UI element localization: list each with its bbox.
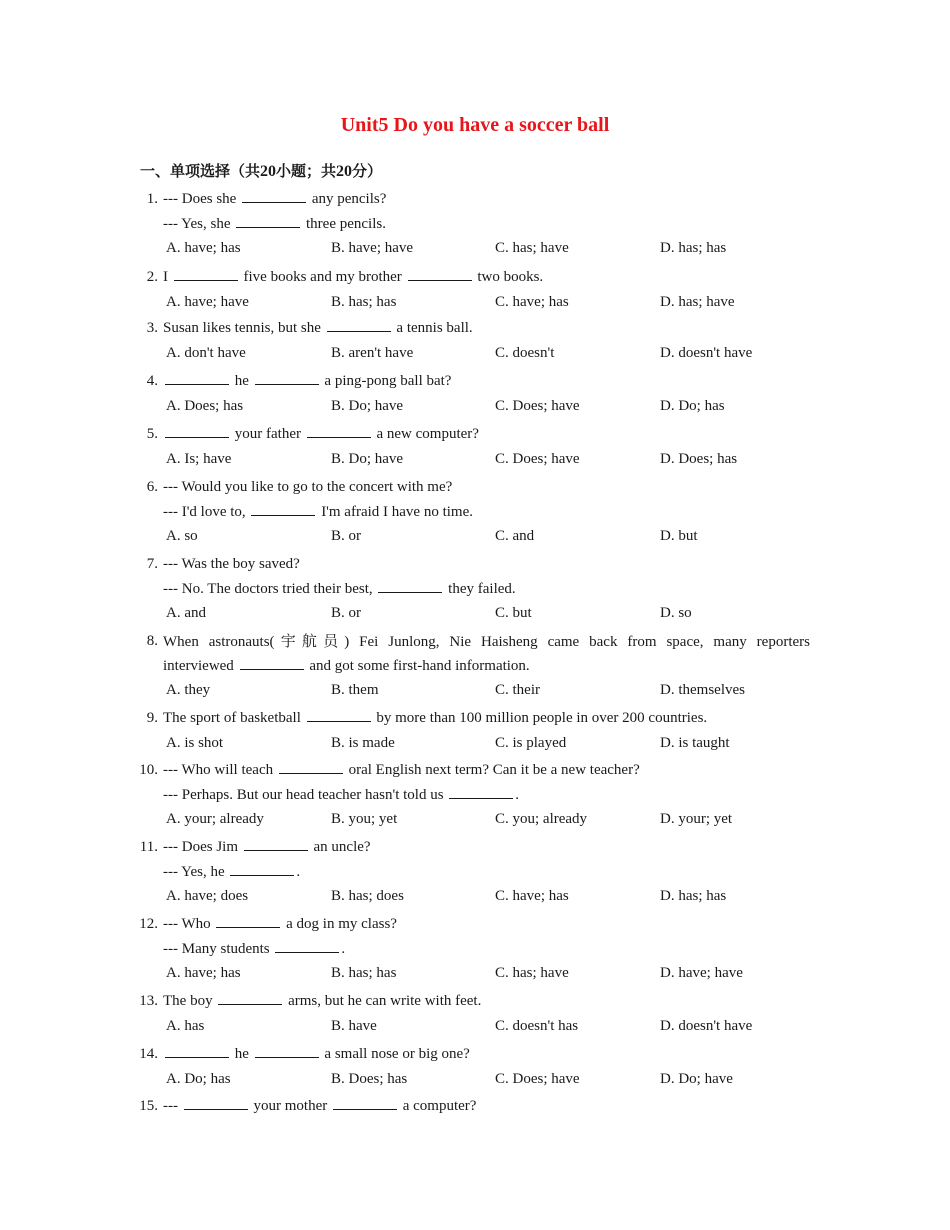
question-15 bbox=[0, 1094, 950, 1119]
question-number: 7. bbox=[146, 556, 158, 572]
answer-blank bbox=[275, 939, 339, 953]
option-d: D. Do; has bbox=[660, 397, 725, 414]
answer-options bbox=[0, 447, 950, 472]
question-line bbox=[0, 187, 950, 212]
question-line bbox=[0, 989, 950, 1014]
option-c: C. has; have bbox=[495, 965, 569, 981]
question-text: your father a new computer? bbox=[163, 422, 479, 447]
option-b: B. you; yet bbox=[331, 811, 398, 827]
option-d: D. doesn't have bbox=[660, 344, 753, 361]
question-number: 13. bbox=[139, 993, 158, 1009]
option-a: A. have; has bbox=[166, 965, 241, 981]
option-d: D. your; yet bbox=[660, 811, 733, 827]
question-text: I five books and my brother two books. bbox=[163, 269, 544, 285]
question-line bbox=[0, 265, 950, 290]
question-text: --- Yes, he . bbox=[163, 863, 301, 880]
question-number: 12. bbox=[139, 916, 158, 932]
question-text: --- Who will teach oral English next term? Can it be a new teacher? bbox=[163, 762, 640, 778]
option-c: C. their bbox=[495, 682, 540, 698]
answer-blank bbox=[174, 267, 238, 281]
question-13 bbox=[0, 989, 950, 1039]
option-a: A. they bbox=[166, 682, 211, 698]
answer-options bbox=[0, 1067, 950, 1092]
question-number: 6. bbox=[146, 479, 158, 495]
question-line bbox=[0, 1094, 950, 1119]
option-c: C. Does; have bbox=[495, 450, 580, 467]
option-d: D. has; has bbox=[660, 888, 727, 904]
question-text: --- Who a dog in my class? bbox=[163, 916, 397, 932]
answer-blank bbox=[327, 318, 391, 332]
option-d: D. Does; has bbox=[660, 450, 738, 467]
question-line bbox=[0, 422, 950, 447]
option-a: A. so bbox=[166, 528, 198, 544]
option-d: D. but bbox=[660, 528, 698, 544]
answer-options bbox=[0, 884, 950, 909]
answer-blank bbox=[236, 214, 300, 228]
question-number: 2. bbox=[146, 269, 158, 285]
question-number: 3. bbox=[146, 320, 158, 336]
option-b: B. has; does bbox=[331, 888, 404, 904]
question-text: When astronauts(宇航员) Fei Junlong, Nie Haisheng came back from space, many reporters bbox=[163, 632, 810, 650]
section-mid: 小题；共 bbox=[276, 162, 337, 180]
question-count: 20 bbox=[260, 163, 277, 180]
question-line bbox=[0, 937, 950, 962]
question-line bbox=[0, 577, 950, 602]
answer-options bbox=[0, 236, 950, 261]
answer-options bbox=[0, 961, 950, 986]
answer-blank bbox=[333, 1096, 397, 1110]
option-b: B. aren't have bbox=[331, 344, 414, 361]
option-d: D. has; has bbox=[660, 240, 727, 256]
answer-blank bbox=[251, 502, 315, 516]
answer-blank bbox=[216, 914, 280, 928]
question-2 bbox=[0, 265, 950, 315]
question-text: --- I'd love to, I'm afraid I have no time. bbox=[163, 503, 473, 520]
total-score: 20 bbox=[336, 163, 353, 180]
option-b: B. them bbox=[331, 682, 379, 698]
answer-options bbox=[0, 1014, 950, 1039]
question-4 bbox=[0, 369, 950, 419]
option-a: A. have; does bbox=[166, 888, 249, 904]
answer-blank bbox=[240, 656, 304, 670]
section-suffix: 分） bbox=[352, 162, 383, 180]
option-b: B. or bbox=[331, 528, 361, 544]
answer-blank bbox=[165, 424, 229, 438]
question-5 bbox=[0, 422, 950, 472]
answer-blank bbox=[230, 862, 294, 876]
option-a: A. have; have bbox=[166, 293, 249, 310]
answer-blank bbox=[255, 371, 319, 385]
option-c: C. but bbox=[495, 605, 532, 621]
option-d: D. doesn't have bbox=[660, 1017, 753, 1034]
question-11 bbox=[0, 835, 950, 909]
section-heading bbox=[140, 160, 382, 181]
option-d: D. themselves bbox=[660, 682, 745, 698]
question-number: 14. bbox=[139, 1046, 158, 1062]
option-c: C. has; have bbox=[495, 240, 569, 256]
option-c: C. have; has bbox=[495, 293, 569, 310]
option-d: D. have; have bbox=[660, 965, 743, 981]
question-line bbox=[0, 316, 950, 341]
option-a: A. Does; has bbox=[166, 397, 244, 414]
section-prefix: 一、单项选择（共 bbox=[140, 162, 261, 180]
question-3 bbox=[0, 316, 950, 366]
question-text: --- Does Jim an uncle? bbox=[163, 839, 371, 855]
option-c: C. is played bbox=[495, 734, 567, 751]
option-c: C. Does; have bbox=[495, 397, 580, 414]
answer-blank bbox=[408, 267, 472, 281]
question-10 bbox=[0, 758, 950, 832]
answer-blank bbox=[279, 760, 343, 774]
option-a: A. and bbox=[166, 605, 206, 621]
option-b: B. has; has bbox=[331, 293, 397, 310]
answer-blank bbox=[165, 371, 229, 385]
question-text: interviewed and got some first-hand information. bbox=[163, 657, 530, 674]
question-line bbox=[0, 706, 950, 731]
answer-options bbox=[0, 341, 950, 366]
option-c: C. doesn't bbox=[495, 344, 555, 361]
answer-blank bbox=[307, 424, 371, 438]
answer-blank bbox=[307, 708, 371, 722]
answer-options bbox=[0, 731, 950, 756]
worksheet-title: Unit5 Do you have a soccer ball bbox=[340, 114, 610, 136]
answer-options bbox=[0, 601, 950, 626]
option-c: C. and bbox=[495, 528, 535, 544]
question-number: 4. bbox=[146, 373, 158, 389]
question-line bbox=[0, 629, 950, 654]
option-b: B. have bbox=[331, 1017, 377, 1034]
question-number: 10. bbox=[139, 762, 158, 778]
option-c: C. you; already bbox=[495, 811, 588, 827]
option-b: B. Does; has bbox=[331, 1070, 408, 1087]
question-line bbox=[0, 835, 950, 860]
option-d: D. has; have bbox=[660, 293, 735, 310]
option-b: B. has; has bbox=[331, 965, 397, 981]
option-d: D. so bbox=[660, 605, 692, 621]
answer-blank bbox=[165, 1044, 229, 1058]
question-text: --- Many students . bbox=[163, 940, 346, 957]
question-line bbox=[0, 783, 950, 808]
question-text: Susan likes tennis, but she a tennis ball. bbox=[163, 320, 473, 336]
option-d: D. Do; have bbox=[660, 1070, 733, 1087]
question-text: he a small nose or big one? bbox=[163, 1042, 470, 1067]
answer-blank bbox=[449, 785, 513, 799]
question-7 bbox=[0, 552, 950, 626]
answer-options bbox=[0, 807, 950, 832]
option-a: A. is shot bbox=[166, 734, 224, 751]
question-line bbox=[0, 500, 950, 525]
option-b: B. Do; have bbox=[331, 397, 404, 414]
option-b: B. Do; have bbox=[331, 450, 404, 467]
option-a: A. don't have bbox=[166, 344, 246, 361]
answer-options bbox=[0, 394, 950, 419]
question-line bbox=[0, 552, 950, 577]
answer-blank bbox=[255, 1044, 319, 1058]
question-14 bbox=[0, 1042, 950, 1092]
question-line bbox=[0, 860, 950, 885]
question-line bbox=[0, 912, 950, 937]
question-text: --- Perhaps. But our head teacher hasn't told us . bbox=[163, 786, 520, 803]
question-line bbox=[0, 1042, 950, 1067]
question-text: --- Does she any pencils? bbox=[163, 191, 387, 207]
question-number: 5. bbox=[146, 426, 158, 442]
option-a: A. Is; have bbox=[166, 450, 232, 467]
answer-blank bbox=[184, 1096, 248, 1110]
answer-options bbox=[0, 524, 950, 549]
question-number: 8. bbox=[146, 633, 158, 649]
option-a: A. has bbox=[166, 1017, 205, 1034]
question-text: --- Yes, she three pencils. bbox=[163, 215, 386, 232]
option-c: C. Does; have bbox=[495, 1070, 580, 1087]
answer-options bbox=[0, 678, 950, 703]
question-8 bbox=[0, 629, 950, 703]
option-a: A. your; already bbox=[166, 811, 264, 827]
option-b: B. is made bbox=[331, 734, 395, 751]
answer-blank bbox=[242, 189, 306, 203]
option-c: C. have; has bbox=[495, 888, 569, 904]
question-line bbox=[0, 212, 950, 237]
answer-blank bbox=[218, 991, 282, 1005]
question-number: 9. bbox=[146, 710, 158, 726]
question-line bbox=[0, 369, 950, 394]
question-text: The boy arms, but he can write with feet. bbox=[163, 993, 482, 1009]
option-d: D. is taught bbox=[660, 734, 730, 751]
question-line bbox=[0, 758, 950, 783]
question-line bbox=[0, 654, 950, 679]
option-c: C. doesn't has bbox=[495, 1017, 579, 1034]
question-12 bbox=[0, 912, 950, 986]
question-text: --- No. The doctors tried their best, they failed. bbox=[163, 580, 516, 597]
question-9 bbox=[0, 706, 950, 756]
question-1 bbox=[0, 187, 950, 261]
question-text: --- Would you like to go to the concert with me? bbox=[163, 479, 453, 495]
question-text: --- Was the boy saved? bbox=[163, 556, 300, 572]
option-b: B. have; have bbox=[331, 240, 414, 256]
chinese-gloss: 宇航员 bbox=[274, 632, 345, 650]
question-6 bbox=[0, 475, 950, 549]
option-a: A. Do; has bbox=[166, 1070, 231, 1087]
question-number: 1. bbox=[146, 191, 158, 207]
answer-blank bbox=[244, 837, 308, 851]
answer-blank bbox=[378, 579, 442, 593]
question-line bbox=[0, 475, 950, 500]
question-number: 11. bbox=[139, 839, 158, 855]
option-a: A. have; has bbox=[166, 240, 241, 256]
answer-options bbox=[0, 290, 950, 315]
option-b: B. or bbox=[331, 605, 361, 621]
question-number: 15. bbox=[139, 1098, 158, 1114]
question-text: --- your mother a computer? bbox=[163, 1098, 477, 1114]
question-text: The sport of basketball by more than 100 million people in over 200 countries. bbox=[163, 710, 708, 726]
question-text: he a ping-pong ball bat? bbox=[163, 369, 451, 394]
